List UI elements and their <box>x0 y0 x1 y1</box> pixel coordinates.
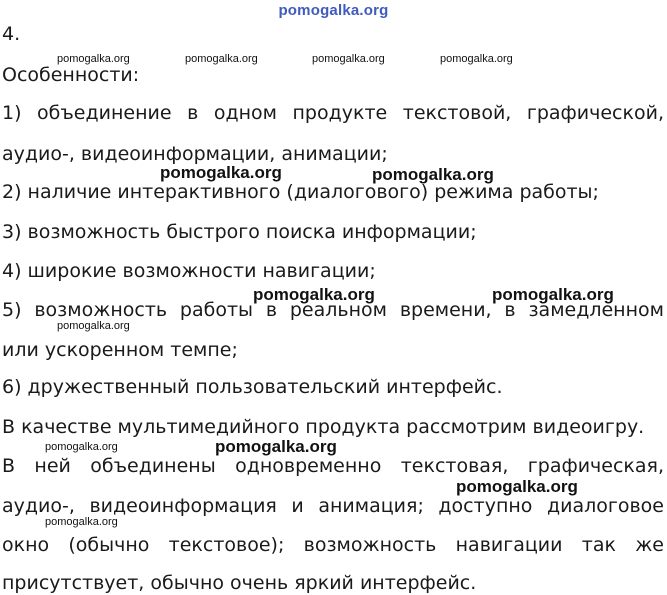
watermark-small: pomogalka.org <box>185 53 258 65</box>
text-line: 5) возможность работы в реальном времени, в замедленном <box>2 299 664 321</box>
task-number: 4. <box>2 23 21 45</box>
text-line: аудио-, видеоинформации, анимации; <box>2 143 388 165</box>
text-line: присутствует, обычно очень яркий интерфейс. <box>2 572 477 594</box>
watermark-small: pomogalka.org <box>45 441 118 453</box>
text-line: аудио-, видеоинформация и анимация; доступно диалоговое <box>2 495 664 517</box>
watermark-small: pomogalka.org <box>57 320 130 332</box>
text-line: 2) наличие интерактивного (диалогового) режима работы; <box>2 181 599 203</box>
text-line: окно (обычно текстовое); возможность навигации так же <box>2 534 664 556</box>
text-line: 3) возможность быстрого поиска информации; <box>2 221 477 243</box>
site-header-watermark: pomogalka.org <box>278 2 389 19</box>
text-line: В ней объединены одновременно текстовая, графическая, <box>2 455 664 477</box>
watermark-small: pomogalka.org <box>440 53 513 65</box>
watermark-small: pomogalka.org <box>45 516 118 528</box>
watermark-big: pomogalka.org <box>160 163 282 182</box>
watermark-big: pomogalka.org <box>456 477 578 496</box>
text-line: 6) дружественный пользовательский интерфейс. <box>2 376 503 398</box>
text-line: 1) объединение в одном продукте текстовой, графической, <box>2 102 664 124</box>
watermark-small: pomogalka.org <box>312 53 385 65</box>
features-heading: Особенности: <box>2 64 140 86</box>
watermark-big: pomogalka.org <box>492 285 614 304</box>
watermark-small: pomogalka.org <box>57 53 130 65</box>
text-line: 4) широкие возможности навигации; <box>2 260 376 282</box>
watermark-big: pomogalka.org <box>372 165 494 184</box>
watermark-big: pomogalka.org <box>215 437 337 456</box>
text-line: или ускоренном темпе; <box>2 339 238 361</box>
watermark-big: pomogalka.org <box>253 285 375 304</box>
text-line: В качестве мультимедийного продукта рассмотрим видеоигру. <box>2 416 645 438</box>
